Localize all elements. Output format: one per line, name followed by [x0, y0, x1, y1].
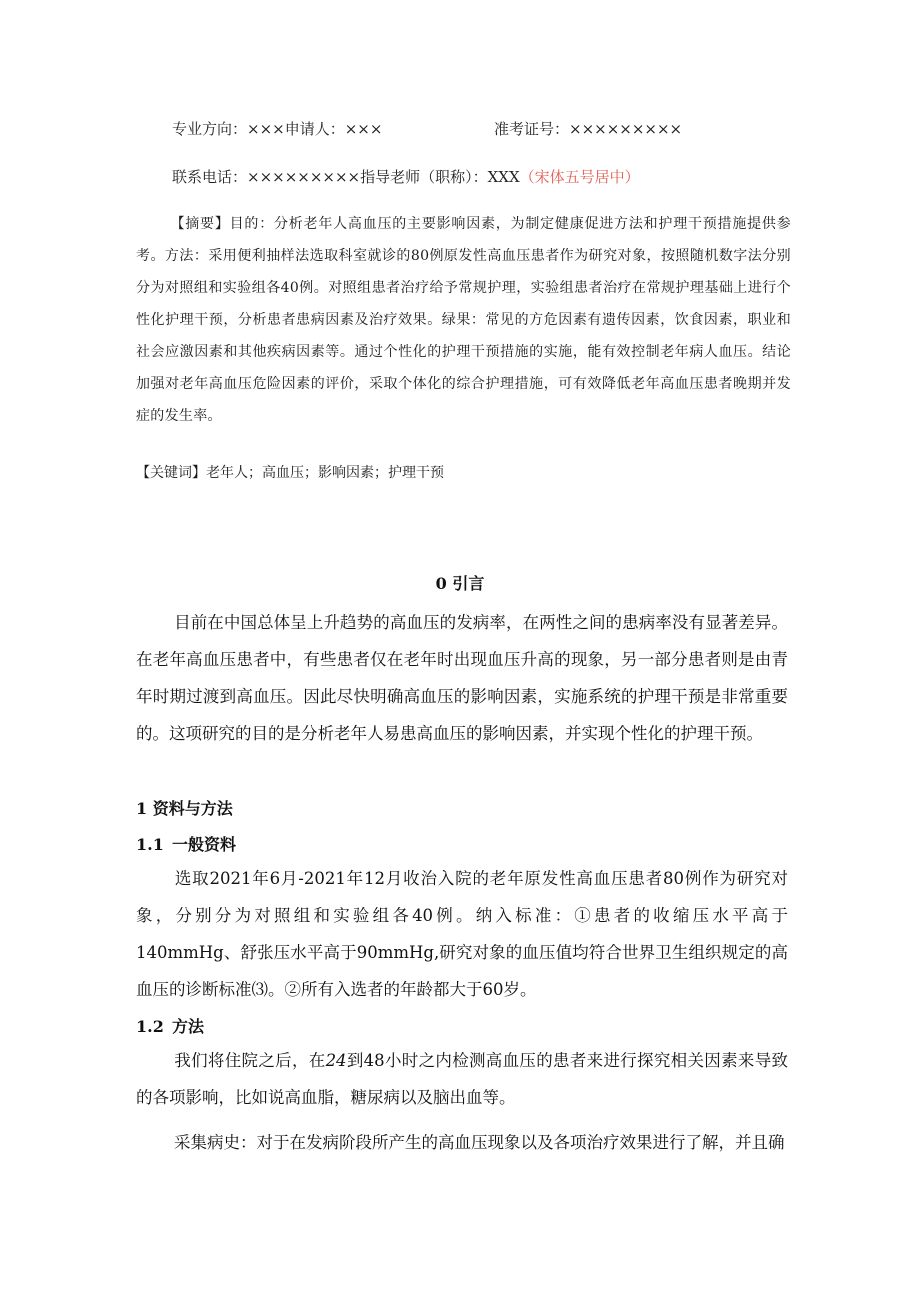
major-field: 专业方向：×××: [172, 120, 285, 138]
phone-field: 联系电话：×××××××××: [172, 168, 361, 186]
methods-text-b: 到48小时之内检测高血压的患者来进行探究相关因素来导致的各项影响，比如说高血脂，糖尿病以及脑出血等。: [136, 1051, 789, 1107]
general-data-text: 选取2021年6月-2021年12月收治入院的老年原发性高血压患者80例作为研究对象，分别分为对照组和实验组各40例。纳入标准：①患者的收缩压水平高于140mmHg、舒张压水平高于90mmHg,研究对象的血压值均符合世界卫生组织规定的高血压的诊断标准⑶。②所有入选者的年龄都大于60岁。: [136, 869, 788, 999]
header-line-1: [172, 118, 382, 139]
section-1-2-heading: [136, 1014, 204, 1037]
methods-text-a: 我们将住院之后，在: [174, 1051, 326, 1070]
methods-text-italic: 24: [325, 1051, 347, 1070]
section-1-1-title: 一般资料: [172, 835, 237, 854]
format-note: （宋体五号居中）: [519, 168, 640, 186]
general-data-paragraph: [136, 860, 788, 1008]
keywords-line: 【关键词】老年人；高血压；影响因素；护理干预: [136, 465, 444, 481]
section-1-2-number: 1.2: [136, 1017, 164, 1036]
intro-text: 目前在中国总体呈上升趋势的高血压的发病率，在两性之间的患病率没有显著差异。在老年高血压患者中，有些患者仅在老年时出现血压升高的现象，另一部分患者则是由青年时期过渡到高血压。因此尽快明确高血压的影响因素，实施系统的护理干预是非常重要的。这项研究的目的是分析老年人易患高血压的影响因素，并实现个性化的护理干预。: [136, 613, 788, 743]
methods-paragraph: [136, 1042, 788, 1116]
section-1-2-title: 方法: [172, 1017, 205, 1036]
history-text: 采集病史：对于在发病阶段所产生的高血压现象以及各项治疗效果进行了解，并且确: [174, 1133, 785, 1152]
section-1-heading: 1 资料与方法: [136, 799, 233, 818]
section-1-1-heading: [136, 832, 236, 855]
history-paragraph: [136, 1124, 788, 1161]
exam-id-field: 准考证号：×××××××××: [494, 120, 683, 138]
applicant-field: 申请人：×××: [284, 120, 383, 138]
advisor-field: 指导老师（职称）：XXX: [360, 168, 520, 186]
intro-paragraph: [136, 604, 788, 752]
section-1-1-number: 1.1: [136, 835, 164, 854]
intro-heading: 0 引言: [435, 574, 485, 593]
header-line-2: [172, 166, 640, 187]
abstract-text: 【摘要】目的：分析老年人高血压的主要影响因素，为制定健康促进方法和护理干预措施提供参考。方法：采用便利抽样法选取科室就诊的80例原发性高血压患者作为研究对象，按照随机数字法分别分为对照组和实验组各40例。对照组患者治疗给予常规护理，实验组患者治疗在常规护理基础上进行个性化护理干预，分析患者患病因素及治疗效果。绿果：常见的方危因素有遗传因素，饮食因素，职业和社会应激因素和其他疾病因素等。通过个性化的护理干预措施的实施，能有效控制老年病人血压。结论加强对老年高血压危险因素的评价，采取个体化的综合护理措施，可有效降低老年高血压患者晚期并发症的发生率。: [136, 216, 791, 424]
abstract-block: [136, 208, 791, 432]
